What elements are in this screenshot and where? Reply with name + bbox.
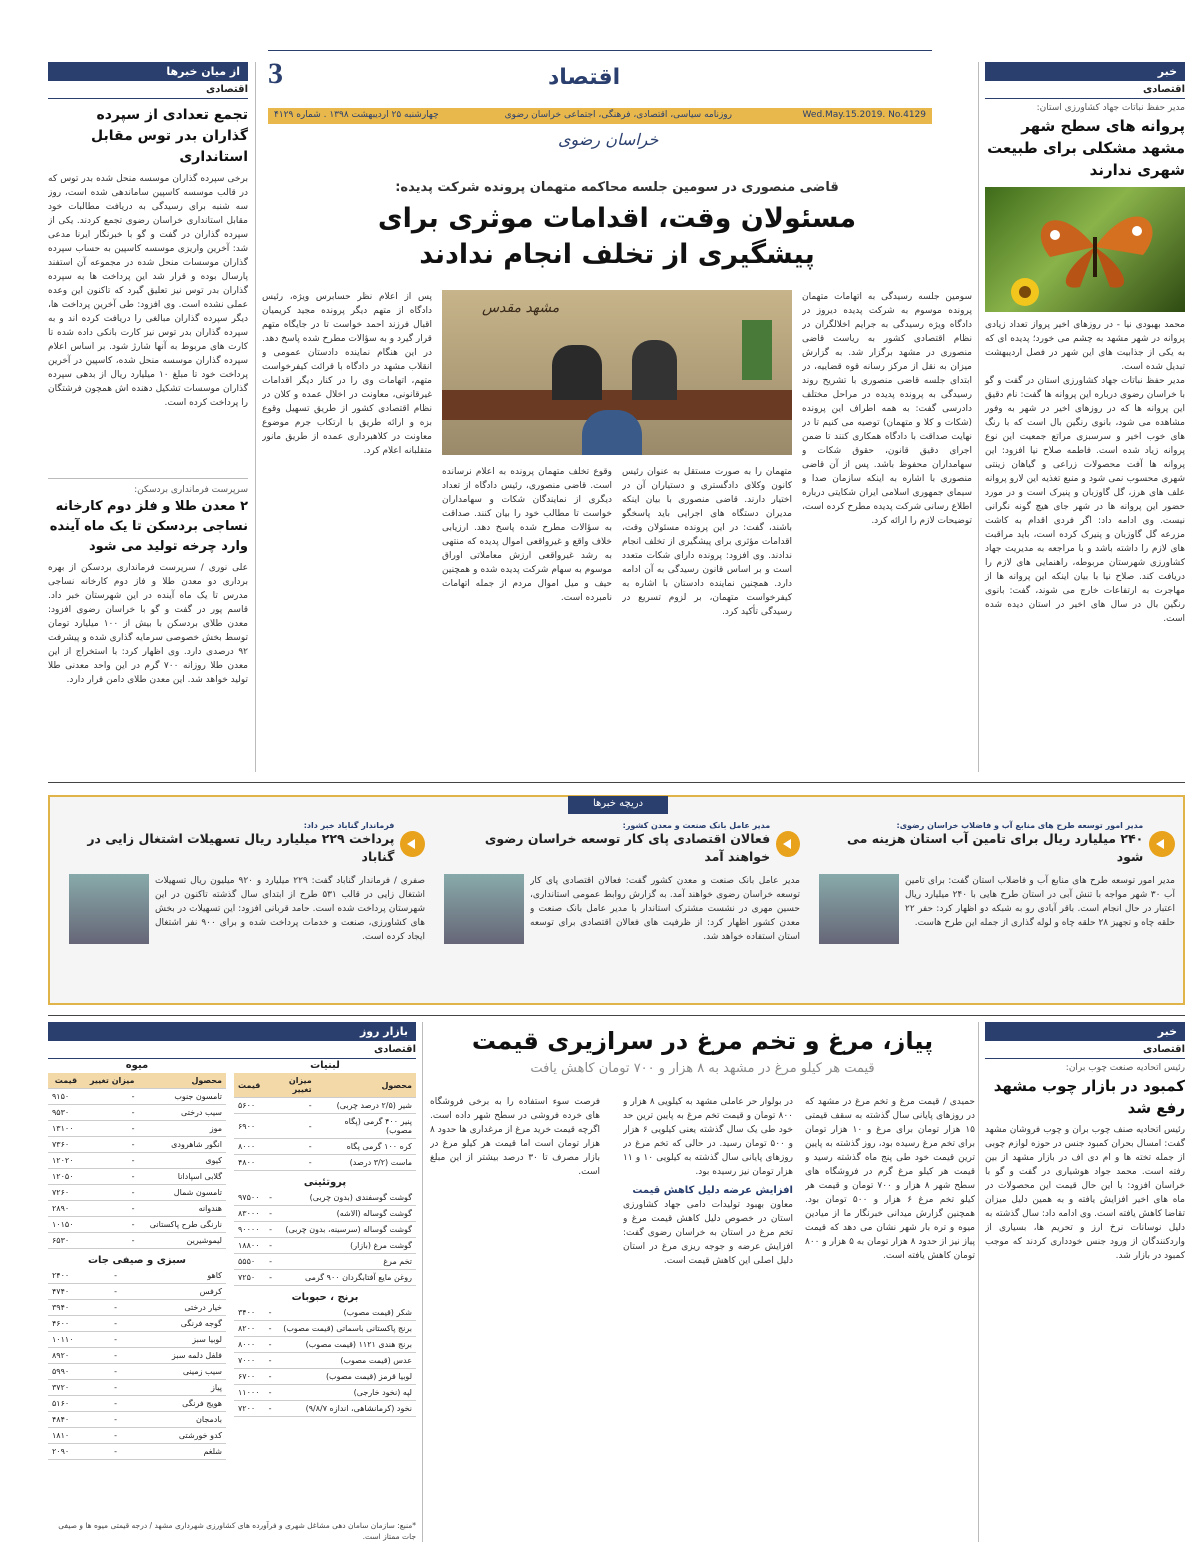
table-cell: - xyxy=(265,1254,276,1270)
table-cell: لیموشیرین xyxy=(138,1233,226,1249)
table-cell: - xyxy=(81,1185,138,1201)
table-cell: ۹۱۵۰ xyxy=(48,1089,81,1105)
table-cell: پیاز xyxy=(121,1380,226,1396)
table-cell: - xyxy=(265,1238,276,1254)
table-cell: ۸۲۰۰ xyxy=(234,1321,264,1337)
table-row xyxy=(234,1321,416,1337)
item-title: ۲۴۰ میلیارد ریال برای تامین آب استان هزینه می شود xyxy=(846,831,1144,864)
fruit-table-wrap xyxy=(48,1058,226,1460)
table-row xyxy=(48,1412,226,1428)
table-cell: کرفس xyxy=(121,1284,226,1300)
table-cell: - xyxy=(264,1337,275,1353)
egg-col2: در بولوار حر عاملی مشهد به کیلویی ۸ هزار و ۸۰۰ تومان و قیمت تخم مرغ به پایین ترین حد خود طی یک سال گذشته یعنی کیلویی ۶ هزار و ۵۰۰ تومان رسید. در حالی که تخم مرغ در روزهای پایانی سال گذشته به کیلویی ۱۰ و ۱۱ هزار تومان نیز رسیده بود. xyxy=(623,1097,793,1177)
item-kicker: مدیر امور توسعه طرح های منابع آب و فاضلاب خراسان رضوی: xyxy=(896,821,1144,830)
item-body: مدیر عامل بانک صنعت و معدن کشور گفت: فعالان اقتصادی پای کار توسعه خراسان رضوی خواهند آمد. به گزارش روابط عمومی استانداری، حسین مهری در نشست مشترک استاندار با مدیر عامل بانک صنعت و معدن کشور اظهار کرد: از ظرفیت های فعالان اقتصادی برای توسعه استان استفاده خواهد شد. xyxy=(530,876,800,942)
table-cell: - xyxy=(81,1201,138,1217)
news-box xyxy=(48,795,1185,1005)
market-title: بازار روز xyxy=(48,1022,416,1041)
veg-table xyxy=(48,1268,226,1460)
egg-col1: حمیدی / قیمت مرغ و تخم مرغ در مشهد که در روزهای پایانی سال گذشته به سقف قیمتی ۱۵ هزار تومان برای مرغ و ۱۰ هزار تومان برای تخم مرغ رسیده بود، روز گذشته به پایین ترین قیمت خود طی پنج ماه گذشته رسید و قیمت هر کیلو مرغ گرم در فروشگاه های سطح شهر ۸ هزار و ۷۰۰ تومان و قیمت هر کیلو تخم مرغ ۶ هزار و ۵۰۰ تومان بود. همچنین گزارش میدانی خبرنگار ما از میادین میوه و تره بار شهر نشان می دهد که قیمت پیاز نیز از حدود ۸ هزار تومان به ۵ هزار و ۸۰۰ تومان کاهش یافته است. xyxy=(805,1097,975,1261)
lead-kicker: قاضی منصوری در سومین جلسه محاکمه متهمان پرونده شرکت پدیده: xyxy=(395,180,839,195)
table-cell: گوشت مرغ (بازار) xyxy=(276,1238,416,1254)
news-box-item xyxy=(819,821,1175,1001)
table-header: محصول xyxy=(316,1073,416,1098)
table-header: میزان تغییر xyxy=(81,1073,138,1089)
table-cell: ۹۵۳۰ xyxy=(48,1105,81,1121)
item-title: پرداخت ۲۲۹ میلیارد ریال تسهیلات اشتغال زایی در گناباد xyxy=(87,831,395,864)
table-row xyxy=(234,1385,416,1401)
table-cell: - xyxy=(101,1332,121,1348)
table-cell: ۴۷۴۰ xyxy=(48,1284,101,1300)
table-cell: برنج هندی ۱۱۲۱ (قیمت مصوب) xyxy=(276,1337,417,1353)
arrow-icon xyxy=(776,831,800,857)
table-row xyxy=(234,1254,416,1270)
item-body: صفری / فرماندار گناباد گفت: ۲۲۹ میلیارد و ۹۲۰ میلیون ریال تسهیلات اشتغال زایی در قالب ۵۳۱ طرح از ابتدای سال گذشته تاکنون در این شهرستان پرداخت شده است. حامد قربانی افزود: این تسهیلات در بخش های کشاورزی، صنعت و خدمات پرداخت شده و برای ۹۰۰ نفر اشتغال ایجاد کرده است. xyxy=(155,876,425,942)
table-row xyxy=(234,1305,416,1321)
table-cell: سیب درختی xyxy=(138,1105,226,1121)
table-cell: ۲۰۹۰ xyxy=(48,1444,101,1460)
table-cell: گوشت گوساله (سرسینه، بدون چربی) xyxy=(276,1222,416,1238)
table-row xyxy=(48,1284,226,1300)
table-row xyxy=(48,1396,226,1412)
table-cell: - xyxy=(101,1412,121,1428)
table-cell: ۱۰۱۱۰ xyxy=(48,1332,101,1348)
table-row xyxy=(48,1217,226,1233)
date-fa: چهارشنبه ۲۵ اردیبهشت ۱۳۹۸ . شماره ۴۱۲۹ xyxy=(274,110,439,120)
photo-caption: مشهد مقدس xyxy=(482,300,560,316)
table-cell: ۸۳۰۰۰ xyxy=(234,1206,265,1222)
table-cell: ۸۰۰۰ xyxy=(234,1337,264,1353)
table-cell: - xyxy=(81,1121,138,1137)
table-cell: ۳۹۴۰ xyxy=(48,1300,101,1316)
protein-table-title: پروتئینی xyxy=(303,1177,347,1188)
table-cell: شیر (۲/۵ درصد چربی) xyxy=(316,1098,416,1114)
egg-col2-wrap xyxy=(623,1095,793,1540)
table-cell: هویج فرنگی xyxy=(121,1396,226,1412)
table-cell: - xyxy=(81,1233,138,1249)
table-row xyxy=(48,1121,226,1137)
table-row xyxy=(234,1190,416,1206)
table-row xyxy=(48,1169,226,1185)
story-kicker: رئیس اتحادیه صنعت چوب بران: xyxy=(1065,1063,1185,1073)
table-row xyxy=(234,1369,416,1385)
table-row xyxy=(48,1428,226,1444)
fruit-table-title: میوه xyxy=(125,1060,149,1071)
table-cell: نارنگی طرح پاکستانی xyxy=(138,1217,226,1233)
table-cell: - xyxy=(101,1268,121,1284)
egg-subtitle: قیمت هر کیلو مرغ در مشهد به ۸ هزار و ۷۰۰ تومان کاهش یافت xyxy=(530,1061,875,1076)
story2-title: ۲ معدن طلا و فلز دوم کارخانه نساجی بردسکن تا یک ماه آینده وارد چرخه تولید می شود xyxy=(49,499,248,554)
table-row xyxy=(48,1137,226,1153)
table-cell: ۷۰۰۰ xyxy=(234,1353,264,1369)
egg-col3: فرصت سوء استفاده را به برخی فروشگاه های خرده فروشی در سطح شهر داده است. اگرچه قیمت خرید مرغ از مرغداری ها حدود ۸ هزار تومان است اما قیمت هر کیلو مرغ در بازار مصرف تا ۳۰ درصد بیشتر از این مبلغ است. xyxy=(430,1097,600,1177)
table-row xyxy=(48,1233,226,1249)
story2-body: علی نوری / سرپرست فرمانداری بردسکن از بهره برداری دو معدن طلا و فاز دوم کارخانه نساجی مدرس تا یک ماه آینده در این شهرستان خبر داد. قاسم پور در گفت و گو با خراسان رضوی افزود: معدن طلای بردسکن با بیش از ۱۰۰ میلیارد تومان توسط بخش خصوصی سرمایه گذاری شده و پیشرفت ۹۲ درصدی دارد. وی اظهار کرد: با استخراج از این معدن طلا روزانه ۷۰۰ گرم در این واحد معدنی طلا تولید خواهد شد. این معدن طلای دامن قرار دارد. xyxy=(48,563,248,685)
date-en: Wed.May.15.2019. No.4129 xyxy=(802,110,926,120)
table-cell: ۱۲۰۲۰ xyxy=(48,1153,81,1169)
table-row xyxy=(48,1089,226,1105)
story1-title: تجمع تعدادی از سپرده گذاران بدر توس مقابل استانداری xyxy=(91,107,248,165)
table-row xyxy=(234,1337,416,1353)
table-cell: ۵۶۰۰ xyxy=(234,1098,264,1114)
table-cell: ۶۷۰۰ xyxy=(234,1369,264,1385)
table-row xyxy=(48,1364,226,1380)
table-cell: ۷۲۶۰ xyxy=(48,1185,81,1201)
table-row xyxy=(234,1353,416,1369)
table-row xyxy=(48,1268,226,1284)
story2-kicker: سرپرست فرمانداری بردسکن: xyxy=(134,485,248,495)
table-cell: ۳۴۰۰ xyxy=(234,1305,264,1321)
table-row xyxy=(234,1222,416,1238)
column-tag: از میان خبرها xyxy=(48,62,248,81)
table-cell: ۱۱۰۰۰ xyxy=(234,1385,264,1401)
market-sub: اقتصادی xyxy=(48,1041,416,1059)
egg-story xyxy=(430,1025,975,1540)
table-cell: - xyxy=(81,1217,138,1233)
table-cell: ۵۵۵۰ xyxy=(234,1254,265,1270)
veg-table-title: سبزی و صیفی جات xyxy=(87,1255,187,1266)
table-row xyxy=(48,1444,226,1460)
item-photo xyxy=(444,874,524,944)
table-cell: گوشت گوسفندی (بدون چربی) xyxy=(276,1190,416,1206)
table-cell: کره ۱۰۰ گرمی پگاه xyxy=(316,1139,416,1155)
table-row xyxy=(48,1316,226,1332)
egg-col2b: معاون بهبود تولیدات دامی جهاد کشاورزی استان در خصوص دلیل کاهش قیمت مرغ و تخم مرغ در استان به خراسان رضوی گفت: افزایش عرضه و جوجه ریزی مرغ در استان دلیل اصلی این کاهش قیمت است. xyxy=(623,1200,793,1266)
lead-col1: سومین جلسه رسیدگی به اتهامات متهمان پرونده موسوم به شرکت پدیده دیروز در دادگاه ویژه رسیدگی به جرایم اخلالگران در نظام اقتصادی کشور به ریاست قاضی منصوری در مشهد برگزار شد. به گزارش میزان به نقل از مرکز رسانه قوه قضاییه، در ابتدای جلسه قاضی منصوری با تشریح روند رسیدگی به پرونده پدیده در مراحل مختلف دادرسی گفت: به همه اطراف این پرونده (شکات و کلا و متهمان) توصیه می کنیم تا در نهایت صداقت با دادگاه همکاری کنند تا ضمن اجرای دقیق قانون، حقوق شکات و سهامداران محفوظ باشد. پس از آن قاضی منصوری با اشاره به اینکه سازمان صدا و سیمای جمهوری اسلامی ایران شکایتی درباره اطلاع رسانی شرکت پدیده مطرح کرده است، توضیحات لازم را ارائه کرد. xyxy=(802,292,972,526)
table-cell: تامسون جنوب xyxy=(138,1089,226,1105)
story-title: کمبود در بازار چوب مشهد رفع شد xyxy=(993,1077,1185,1117)
paper-logo: خراسان رضوی xyxy=(558,130,659,149)
table-cell: ۲۸۹۰ xyxy=(48,1201,81,1217)
news-box-item xyxy=(444,821,800,1001)
table-cell: - xyxy=(264,1305,275,1321)
table-cell: - xyxy=(101,1284,121,1300)
table-cell: - xyxy=(264,1139,315,1155)
table-cell: - xyxy=(101,1444,121,1460)
arrow-icon xyxy=(1149,831,1175,857)
table-row xyxy=(48,1201,226,1217)
table-header: میزان تغییر xyxy=(264,1073,315,1098)
lead-story-body xyxy=(262,290,972,770)
section-title: اقتصاد xyxy=(548,65,621,90)
table-cell: ماست (۳/۲ درصد) xyxy=(316,1155,416,1171)
dairy-table xyxy=(234,1073,416,1171)
item-photo xyxy=(819,874,899,944)
table-row xyxy=(48,1105,226,1121)
table-cell: شکر (قیمت مصوب) xyxy=(276,1305,417,1321)
table-cell: روغن مایع آفتابگردان ۹۰۰ گرمی xyxy=(276,1270,416,1286)
grain-table xyxy=(234,1305,416,1417)
table-cell: گوشت گوساله (الاشه) xyxy=(276,1206,416,1222)
table-row xyxy=(234,1206,416,1222)
table-cell: لوبیا سبز xyxy=(121,1332,226,1348)
table-cell: - xyxy=(101,1396,121,1412)
table-cell: ۸۰۰۰ xyxy=(234,1139,264,1155)
table-cell: ۴۸۰۰ xyxy=(234,1155,264,1171)
table-cell: برنج پاکستانی باسماتی (قیمت مصوب) xyxy=(276,1321,417,1337)
table-cell: گلابی اسپادانا xyxy=(138,1169,226,1185)
table-cell: - xyxy=(265,1190,276,1206)
butterfly-photo xyxy=(985,187,1185,312)
table-cell: - xyxy=(265,1222,276,1238)
table-cell: ۷۳۶۰ xyxy=(48,1137,81,1153)
table-cell: ۴۶۰۰ xyxy=(48,1316,101,1332)
table-cell: هندوانه xyxy=(138,1201,226,1217)
paper-desc: روزنامه سیاسی، اقتصادی، فرهنگی، اجتماعی خراسان رضوی xyxy=(504,110,732,120)
table-row xyxy=(234,1270,416,1286)
arrow-icon xyxy=(400,831,425,857)
table-cell: ۶۹۰۰ xyxy=(234,1114,264,1139)
story-body: مدیر حفظ نباتات جهاد کشاورزی استان در گفت و گو با خراسان رضوی درباره این پروانه ها گفت: نام دقیق این پروانه ها که در روزهای اخیر در شهر به وفور مشاهده می شود، بانوی رنگین بال است که با رنگ های خوب اخیر و سرسبزی مراتع جمعیت این نوع پروانه زیاد شده است. فاطمه صلاح نیا افزود: این پروانه ها آفت محصولات زراعی و گیاهان زینتی شهری محسوب نمی شود و منبع تغذیه این لارو پروانه علف های هرز، گل گاوزبان و پنیرک است و در مورد حضور این پروانه ها در شهر جای هیچ گونه نگرانی نیست. وی ادامه داد: اگر فردی اقدام به کاشت مزرعه گل گاوزبان و پنیرک کرده است، باید مراقبت های لازم را داشته باشد و با مراجعه به مدیریت جهاد کشاورزی شهرستان مربوطه، راهنمایی های لازم را دریافت کند. صلاح نیا با بیان اینکه این پروانه ها از مهاجرت به ارتفاعات خارج می شوند، گفت: بانوی رنگین بال در سال های اخیر در استان دیده شده است. xyxy=(985,376,1185,624)
table-cell: ۱۳۱۰۰ xyxy=(48,1121,81,1137)
table-cell: کیوی xyxy=(138,1153,226,1169)
table-cell: - xyxy=(81,1105,138,1121)
story-body: رئیس اتحادیه صنف چوب بران و چوب فروشان مشهد گفت: امسال بحران کمبود جنس در حوزه لوازم چوبی از جمله تخته ها و ام دی اف در بازار مشهد از بین رفته است. محمد جواد هوشیاری در گفت و گو با خراسان افزود: با این حال قیمت این محصولات در ماه های اخیر افزایش یافته و به همین دلیل میزان تقاضا کاهش یافته است. وی ادامه داد: سال گذشته به دلیل نوسانات نرخ ارز و تحریم ها، بسیاری از واردکنندگان از ورود جنس خودداری کردند که موجب کمبود در بازار شد. xyxy=(985,1125,1185,1261)
table-cell: ۱۰۱۵۰ xyxy=(48,1217,81,1233)
news-box-item xyxy=(69,821,425,1001)
lead-col2: متهمان را به صورت مستقل به عنوان رئیس کانون وکلای دادگستری و دستیاران آن در اختیار دارند. قاضی منصوری با بیان اینکه مدیران دستگاه های اجرایی باید پاسخگو باشند، گفت: در این پرونده مسئولان وقت، اقدامات مؤثری برای پیشگیری از تخلف انجام ندادند. وی افزود: پرونده دارای شکات متعدد است و بر اساس قانون رسیدگی به آن ادامه دارد. همچنین نماینده دادستان با اشاره به کیفرخواست متهمان، بر لزوم تسریع در رسیدگی تأکید کرد. xyxy=(622,467,792,617)
table-cell: - xyxy=(81,1089,138,1105)
table-cell: نخود (کرمانشاهی، اندازه ۹/۸/۷) xyxy=(276,1401,417,1417)
egg-subhead: افزایش عرضه دلیل کاهش قیمت xyxy=(632,1185,793,1196)
table-cell: - xyxy=(264,1353,275,1369)
table-cell: ۹۰۰۰۰ xyxy=(234,1222,265,1238)
item-kicker: فرماندار گناباد خبر داد: xyxy=(303,821,395,830)
table-cell: - xyxy=(81,1153,138,1169)
column-tag: خبر xyxy=(985,1022,1185,1041)
table-cell: - xyxy=(264,1385,275,1401)
table-row xyxy=(234,1238,416,1254)
table-cell: - xyxy=(101,1428,121,1444)
item-photo xyxy=(69,874,149,944)
item-body: مدیر امور توسعه طرح های منابع آب و فاضلاب استان گفت: برای تامین آب ۳۰ شهر مواجه با تنش آبی در استان طرح هایی با ۲۴۰ میلیارد ریال اعتبار در حال انجام است. باقر آبادی رو به شبکه دو اظهار کرد: حفر ۲۲ حلقه چاه و تجهیز ۲۸ حلقه چاه و لوله گذاری از جمله این طرح هاست. xyxy=(905,876,1175,928)
table-cell: ۹۷۵۰۰ xyxy=(234,1190,265,1206)
table-cell: انگور شاهرودی xyxy=(138,1137,226,1153)
courtroom-photo xyxy=(442,290,792,455)
table-cell: ۴۸۴۰ xyxy=(48,1412,101,1428)
table-cell: - xyxy=(264,1155,315,1171)
table-cell: تامسون شمال xyxy=(138,1185,226,1201)
table-cell: عدس (قیمت مصوب) xyxy=(276,1353,417,1369)
table-cell: تخم مرغ xyxy=(276,1254,416,1270)
table-cell: ۷۲۰۰ xyxy=(234,1401,264,1417)
table-cell: - xyxy=(264,1369,275,1385)
table-cell: خیار درختی xyxy=(121,1300,226,1316)
table-header: قیمت xyxy=(234,1073,264,1098)
lead-title: مسئولان وقت، اقدامات موثری برای پیشگیری از تخلف انجام ندادند xyxy=(377,203,857,270)
table-cell: کدو خورشتی xyxy=(121,1428,226,1444)
dairy-table-title: لبنیات xyxy=(310,1060,340,1071)
lead-col4: پس از اعلام نظر حسابرس ویژه، رئیس دادگاه از متهم دیگر پرونده مجید کریمیان اقبال فرزند احمد خواست تا در جایگاه متهم قرار گیرد و به سؤالات مطرح شده پاسخ دهد. در این هنگام نماینده دادستان عمومی و انقلاب مشهد در دادگاه با قرائت کیفرخواست متهم، اتهامات وی را در کنار دیگر اقدامات غیرقانونی، معاونت در اخلال عمده و کلان در نظام اقتصادی کشور از طریق تسهیل وقوع بزه و ارائه طریق با ارتکاب جرم موضوع معاونت در کلاهبرداری عمده از طریق مانور متقلبانه اعلام کرد. xyxy=(262,292,432,456)
table-cell: ۵۹۹۰ xyxy=(48,1364,101,1380)
table-cell: لوبیا قرمز (قیمت مصوب) xyxy=(276,1369,417,1385)
table-row xyxy=(48,1348,226,1364)
egg-title: پیاز، مرغ و تخم مرغ در سرازیری قیمت xyxy=(471,1027,934,1055)
story-kicker: مدیر حفظ نباتات جهاد کشاورزی استان: xyxy=(1036,103,1185,113)
table-cell: گوجه فرنگی xyxy=(121,1316,226,1332)
dairy-table-wrap xyxy=(234,1058,416,1417)
table-cell: لپه (نخود خارجی) xyxy=(276,1385,417,1401)
table-header: محصول xyxy=(138,1073,226,1089)
grain-table-title: برنج ، حبوبات xyxy=(291,1292,359,1303)
lead-col3: وقوع تخلف متهمان پرونده به اعلام نرسانده است. قاضی منصوری، رئیس دادگاه از تعداد دیگری از نمایندگان شکات و سهامداران خواست تا مطالب خود را بیان کنند. صداقت به سؤالات مطرح شده پاسخ دهد. ارزیابی خلاف واقع و غیرواقعی اموال پدیده که منتهی به رشد غیرواقعی ارزش معاملاتی اوراق موسوم به سهام شرکت پدیده شده و همچنین حیف و میل اموال مردم از جمله اتهامات نامبرده است. xyxy=(442,467,612,603)
table-cell: ۵۱۶۰ xyxy=(48,1396,101,1412)
table-cell: شلغم xyxy=(121,1444,226,1460)
lead-story xyxy=(262,180,972,273)
news-box-title: دریچه خبرها xyxy=(568,796,668,814)
column-tag: خبر xyxy=(985,62,1185,81)
table-cell: - xyxy=(264,1114,315,1139)
table-cell: - xyxy=(101,1316,121,1332)
table-row xyxy=(234,1098,416,1114)
table-cell: ۳۷۲۰ xyxy=(48,1380,101,1396)
table-row xyxy=(48,1153,226,1169)
table-cell: - xyxy=(265,1270,276,1286)
table-cell: فلفل دلمه سبز xyxy=(121,1348,226,1364)
table-cell: - xyxy=(81,1137,138,1153)
table-cell: - xyxy=(101,1348,121,1364)
story-title: پروانه های سطح شهر مشهد مشکلی برای طبیعت شهری ندارند xyxy=(987,117,1185,179)
protein-table xyxy=(234,1190,416,1286)
column-sub: اقتصادی xyxy=(48,81,248,99)
table-cell: ۶۵۳۰ xyxy=(48,1233,81,1249)
story-lead: محمد بهبودی نیا - در روزهای اخیر پرواز تعداد زیادی پروانه در شهر مشهد به چشم می خورد؛ پدیده ای که به یکی از جذابیت های این شهر در فصل اردیبهشت تبدیل شده است. xyxy=(985,320,1185,372)
table-row xyxy=(48,1332,226,1348)
column-sub: اقتصادی xyxy=(985,81,1185,99)
table-cell: - xyxy=(265,1206,276,1222)
table-row xyxy=(48,1380,226,1396)
table-cell: - xyxy=(264,1098,315,1114)
table-cell: ۸۹۲۰ xyxy=(48,1348,101,1364)
table-row xyxy=(234,1401,416,1417)
table-cell: - xyxy=(101,1364,121,1380)
page-number: 3 xyxy=(268,57,283,90)
table-row xyxy=(234,1155,416,1171)
table-cell: ۱۸۱۰ xyxy=(48,1428,101,1444)
item-title: فعالان اقتصادی پای کار توسعه خراسان رضوی خواهند آمد xyxy=(484,831,771,864)
table-cell: ۲۴۰۰ xyxy=(48,1268,101,1284)
column-sub: اقتصادی xyxy=(985,1041,1185,1059)
table-cell: بادمجان xyxy=(121,1412,226,1428)
table-cell: - xyxy=(101,1300,121,1316)
page-header xyxy=(268,50,932,160)
fruit-table xyxy=(48,1073,226,1249)
table-cell: ۱۸۸۰۰ xyxy=(234,1238,265,1254)
table-row xyxy=(234,1114,416,1139)
table-cell: - xyxy=(264,1401,275,1417)
table-cell: موز xyxy=(138,1121,226,1137)
table-cell: کاهو xyxy=(121,1268,226,1284)
left-news-column xyxy=(48,62,248,761)
table-cell: ۱۲۰۵۰ xyxy=(48,1169,81,1185)
table-row xyxy=(234,1139,416,1155)
table-cell: پنیر ۴۰۰ گرمی (پگاه مصوب) xyxy=(316,1114,416,1139)
market-footnote: *منبع: سازمان سامان دهی مشاغل شهری و فرآورده های کشاورزی شهرداری مشهد / درجه قیمتی میوه ها و صیفی جات ممتاز است. xyxy=(58,1521,416,1541)
story1-body: برخی سپرده گذاران موسسه منحل شده بدر توس که در قالب موسسه کاسپین ساماندهی شده است، روز سه شنبه برای رسیدگی به دریافت مطالبات خود مقابل استانداری خراسان رضوی تجمع کردند. یکی از سپرده گذاران در گفت و گو با خبرنگار ایرنا مدعی شد: آخرین واریزی موسسه کاسپین به حساب سپرده گذاران موسسات منحل شده در مجموعه آن استفند پارسال بوده و قرار شد این پرداخت ها به سپرده گذاران بدر توس نیز تعلیق گیرد که تاکنون این وعده عملی نشده است. وی افزود: طی آخرین پرداخت ها، دیگر سپرده گذاران مبالغی را دریافت کرده اند و به سپرده گذاران بدر توس نیز کارت بانکی داده شده تا کارت های مربوط به آنها شارژ شود. بر اساس اعلام سپرده گذاران موسسه منحل شده، کاسپین در آخرین پرداخت خود تا مبلغ ۱۰ میلیارد ریال از بدهی سپرده گذاران موسسات تشکیل دهنده اش همچون فرشتگان را پرداخت کرده است. xyxy=(48,174,248,408)
table-cell: - xyxy=(101,1380,121,1396)
table-cell: - xyxy=(81,1169,138,1185)
right-news-column xyxy=(985,62,1185,626)
table-cell: سیب زمینی xyxy=(121,1364,226,1380)
table-row xyxy=(48,1185,226,1201)
item-kicker: مدیر عامل بانک صنعت و معدن کشور: xyxy=(622,821,771,830)
table-header: قیمت xyxy=(48,1073,81,1089)
table-cell: ۷۲۵۰ xyxy=(234,1270,265,1286)
wood-market-story xyxy=(985,1022,1185,1542)
table-row xyxy=(48,1300,226,1316)
table-cell: - xyxy=(264,1321,275,1337)
market-section xyxy=(48,1022,416,1542)
